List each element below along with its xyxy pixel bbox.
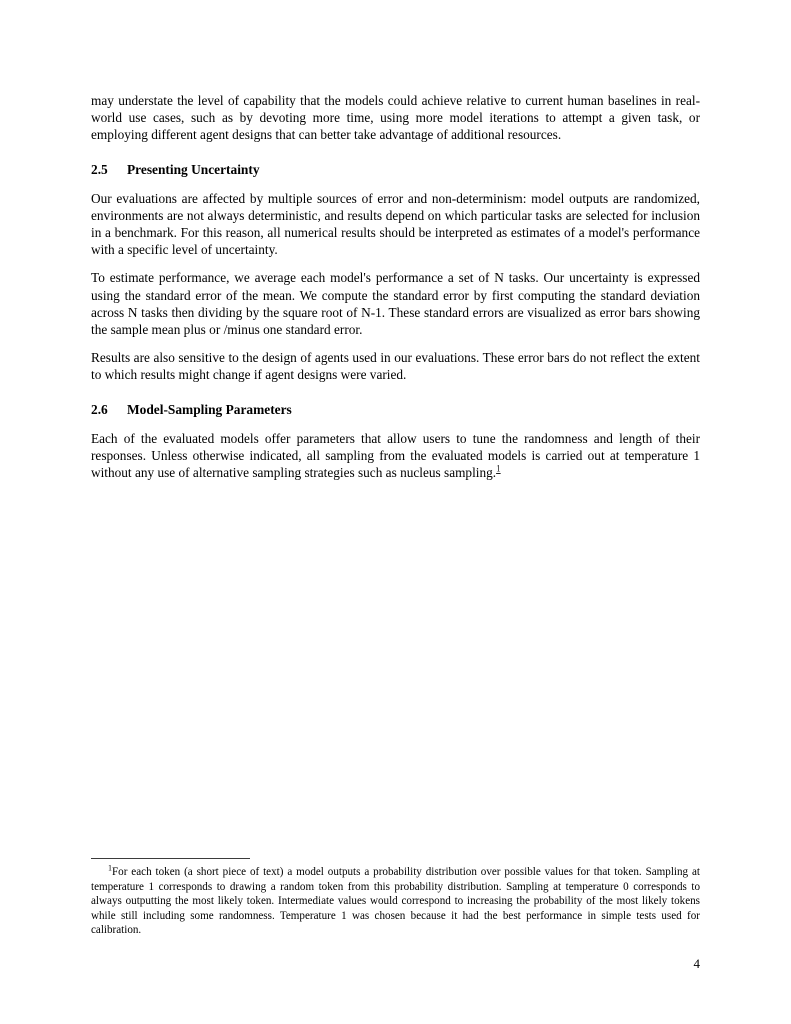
section-heading-2-6: [91, 401, 700, 418]
section-number: 2.5: [91, 161, 108, 177]
footnote-separator-rule: [91, 858, 250, 859]
paragraph-sampling-parameters: [91, 430, 700, 482]
footnote-body: [91, 865, 700, 938]
section-title: Model-Sampling Parameters: [127, 401, 292, 417]
section-number: 2.6: [91, 401, 108, 417]
section-title: Presenting Uncertainty: [127, 161, 260, 177]
paragraph-sampling-parameters-text: Each of the evaluated models offer parameters that allow users to tune the randomness and length of their responses. Unless otherwise indicated, all sampling from the evaluated models is carried out at temperature 1 without any use of alternative sampling strategies such as nucleus sampling.: [91, 430, 700, 481]
page-content: [91, 92, 700, 492]
footnote-area: [91, 858, 700, 938]
page-number: 4: [693, 956, 700, 971]
footnote-reference-link[interactable]: 1: [496, 463, 501, 474]
footnote-number: 1: [108, 863, 112, 873]
paragraph-standard-error-method: To estimate performance, we average each model's performance a set of N tasks. Our uncertainty is expressed using the standard error of the mean. We compute the standard error by first computing the standard deviation across N tasks then dividing by the square root of N-1. These standard errors are visualized as error bars showing the sample mean plus or /minus one standard error.: [91, 270, 700, 338]
paragraph-agent-design-sensitivity: Results are also sensitive to the design of agents used in our evaluations. These error bars do not reflect the extent to which results might change if agent designs were varied.: [91, 350, 700, 383]
paragraph-intro-continuation: may understate the level of capability that the models could achieve relative to current human baselines in real-world use cases, such as by devoting more time, using more model iterations to attempt a given task, or employing different agent designs that can better take advantage of additional resources.: [91, 93, 700, 143]
footnote-text: For each token (a short piece of text) a model outputs a probability distribution over possible values for that token. Sampling at temperature 1 corresponds to drawing a random token from this probability distribution. Sampling at temperature 0 corresponds to always outputting the most likely token. Intermediate values would correspond to increasing the probability of the most likely tokens while still including some randomness. Temperature 1 was chosen because it had the best performance in simple tests used for calibration.: [91, 866, 700, 937]
paragraph-uncertainty-sources: Our evaluations are affected by multiple sources of error and non-determinism: model outputs are randomized, environments are not always deterministic, and results depend on which particular tasks are selected for inclusion in a benchmark. For this reason, all numerical results should be interpreted as estimates of a model's performance with a specific level of uncertainty.: [91, 190, 700, 258]
section-heading-2-5: [91, 161, 700, 178]
